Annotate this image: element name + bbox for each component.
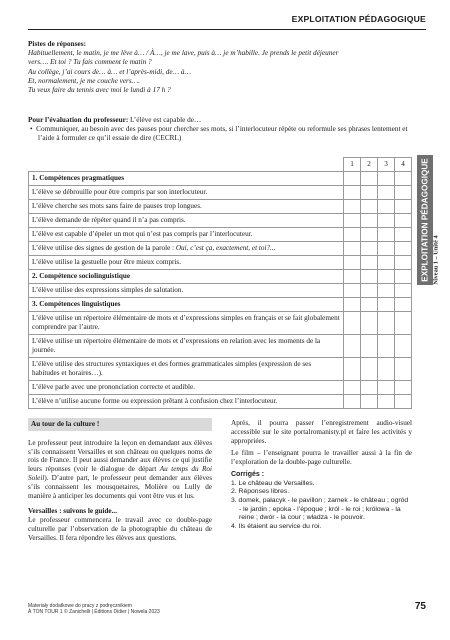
rating-cell[interactable] (344, 395, 361, 409)
criterion-text: L’élève utilise la gestuelle pour être mieux compris. (29, 256, 344, 270)
table-row (29, 312, 412, 335)
scale-header-cell: 4 (395, 158, 412, 172)
rating-cell[interactable] (378, 312, 395, 335)
rating-cell[interactable] (344, 200, 361, 214)
section-heading: 3. Compétences linguistiques (29, 298, 344, 312)
table-row (29, 335, 412, 358)
table-row (29, 395, 412, 409)
rating-cell[interactable] (395, 395, 412, 409)
rating-cell[interactable] (344, 186, 361, 200)
criterion-text: L’élève est capable d’épeler un mot qui n’est pas compris par l’interlocuteur. (29, 228, 344, 242)
footer-line: À TON TOUR 1 © Zanichelli | Éditions Didier | Nowela 2023 (28, 609, 160, 616)
culture-paragraph-2: Le professeur commencera le travail avec ce double-page culturelle par l’observation de la photographie du château de Versailles. Il fera répondre les élèves aux questions. (28, 516, 212, 542)
rating-cell[interactable] (344, 312, 361, 335)
side-tab-label: EXPLOITATION PÉDAGOGIQUE (420, 158, 430, 282)
table-row (29, 256, 412, 270)
scale-header-cell: 1 (344, 158, 361, 172)
right-paragraph: Après, il pourra passer l’enregistrement audio-visuel accessible sur le site portalromanisty.pl et faire les activités y appropriées. (231, 419, 412, 445)
section-heading: 2. Compétence sociolinguistique (29, 270, 344, 284)
rating-cell[interactable] (344, 214, 361, 228)
rating-cell[interactable] (361, 284, 378, 298)
rating-cell[interactable] (361, 186, 378, 200)
corrige-item: 1. Le château de Versailles. (231, 479, 315, 487)
rating-cell[interactable] (395, 200, 412, 214)
table-row (29, 200, 412, 214)
rating-cell[interactable] (378, 284, 395, 298)
evaluation-bullet: • Communiquer, au besoin avec des pauses pour chercher ses mots, si l’interlocuteur répète ou reformule ses phrases lentement et l’aide à formuler ce qu’il essaie de dire (CECRL) (30, 125, 408, 143)
unit-label: Niveau 1 – Unité 4 (432, 235, 440, 285)
rating-cell[interactable] (361, 214, 378, 228)
rating-cell[interactable] (361, 395, 378, 409)
criterion-text: L’élève utilise un répertoire élémentaire de mots et d’expressions en relation avec les moments de la journée. (29, 335, 344, 358)
pistes-line: vers…. Et toi ? Tu fais comment le matin ? (28, 58, 152, 67)
rating-cell[interactable] (378, 358, 395, 381)
pistes-section (28, 40, 412, 95)
right-column (231, 419, 412, 531)
rating-cell[interactable] (344, 270, 361, 284)
criterion-text: L’élève demande de répéter quand il n’a pas compris. (29, 214, 344, 228)
rating-cell[interactable] (395, 214, 412, 228)
culture-column (28, 418, 212, 550)
criterion-text: L’élève utilise un répertoire élémentaire de mots et d’expressions simples en français et se fait globalement comprendre par l’autre. (29, 312, 344, 335)
rating-cell[interactable] (395, 312, 412, 335)
rating-cell[interactable] (361, 381, 378, 395)
culture-paragraph: Le professeur peut introduire la leçon en demandant aux élèves s’ils connaissent Versailles et son château ou quelques noms de rois de France. Il peut aussi demander aux élèves ce qui justifie leurs réponses (voir le dialogue de départ Au temps du Roi Soleil). D’autre part, le professeur peut demander aux élèves s’ils connaissent les mousquetaires, Molière ou Lully de manière à anticiper les documents qui vont être vus et lus. (28, 438, 212, 500)
culture-subtitle: Versailles : suivons le guide... (28, 507, 117, 516)
table-section-row (29, 270, 412, 284)
rating-cell[interactable] (378, 228, 395, 242)
rating-cell[interactable] (378, 242, 395, 256)
rating-cell[interactable] (378, 395, 395, 409)
table-row (29, 214, 412, 228)
table-section-row (29, 172, 412, 186)
rating-cell[interactable] (395, 186, 412, 200)
rating-cell[interactable] (344, 256, 361, 270)
rating-cell[interactable] (378, 200, 395, 214)
rating-cell[interactable] (395, 335, 412, 358)
evaluation-bullets (28, 125, 412, 143)
table-row (29, 228, 412, 242)
scale-header-cell: 3 (378, 158, 395, 172)
rating-cell[interactable] (378, 256, 395, 270)
rating-cell[interactable] (361, 358, 378, 381)
footer (28, 603, 160, 615)
rating-cell[interactable] (395, 284, 412, 298)
table-row (29, 284, 412, 298)
running-header: EXPLOITATION PÉDAGOGIQUE (291, 14, 426, 24)
culture-title: Au tour de la culture ! (28, 418, 212, 431)
evaluation-intro-bold: Pour l’évaluation du professeur: (28, 116, 129, 124)
rating-cell[interactable] (344, 298, 361, 312)
rating-cell[interactable] (344, 228, 361, 242)
criterion-text: L’élève cherche ses mots sans faire de pauses trop longues. (29, 200, 344, 214)
rating-cell[interactable] (361, 335, 378, 358)
rating-cell[interactable] (361, 242, 378, 256)
rating-cell[interactable] (395, 228, 412, 242)
rating-cell[interactable] (361, 312, 378, 335)
rating-cell[interactable] (395, 172, 412, 186)
criterion-text: L’élève utilise des signes de gestion de la parole : Oui, c’est ça, exactement, et toi?... (29, 242, 344, 256)
corriges-list (231, 480, 412, 532)
corrige-item: 4. Ils étaient au service du roi. (231, 522, 322, 530)
table-row (29, 186, 412, 200)
rating-cell[interactable] (344, 242, 361, 256)
rating-cell[interactable] (378, 381, 395, 395)
rating-cell[interactable] (361, 256, 378, 270)
rating-cell[interactable] (395, 242, 412, 256)
pistes-title: Pistes de réponses: (28, 40, 86, 48)
criterion-text: L’élève n’utilise aucune forme ou expression prêtant à confusion chez l’interlocuteur. (29, 395, 344, 409)
rating-cell[interactable] (344, 381, 361, 395)
corrige-item: 2. Réponses libres. (231, 488, 290, 496)
corriges-title: Corrigés : (231, 470, 265, 478)
rating-cell[interactable] (344, 358, 361, 381)
evaluation-table (28, 157, 412, 409)
rating-cell[interactable] (361, 298, 378, 312)
scale-header-cell: 2 (361, 158, 378, 172)
rating-cell[interactable] (378, 172, 395, 186)
table-row (29, 358, 412, 381)
evaluation-section (28, 116, 412, 144)
criterion-text: L’élève parle avec une prononciation correcte et audible. (29, 381, 344, 395)
rating-cell[interactable] (395, 298, 412, 312)
rating-cell[interactable] (361, 270, 378, 284)
rating-cell[interactable] (344, 335, 361, 358)
rating-cell[interactable] (344, 172, 361, 186)
rating-cell[interactable] (378, 186, 395, 200)
rating-cell[interactable] (378, 214, 395, 228)
table-row (29, 381, 412, 395)
pistes-line: Au collège, j’ai cours de… à… et l’après-midi, de… à… (28, 67, 191, 76)
right-paragraph-2: Le film – l’enseignant pourra le travailler aussi à la fin de l’exploration de la double-page culturelle. (231, 449, 412, 467)
rating-cell[interactable] (395, 358, 412, 381)
table-header-row (29, 158, 412, 172)
header-rule (28, 29, 426, 30)
table-header-spacer (29, 158, 344, 172)
criterion-text: L’élève utilise des structures syntaxiques et des formes grammaticales simples (expression de ses habitudes et horaires…). (29, 358, 344, 381)
pistes-line: Tu veux faire du tennis avec moi le lundi à 17 h ? (28, 86, 171, 95)
rating-cell[interactable] (378, 270, 395, 284)
rating-cell[interactable] (361, 172, 378, 186)
rating-cell[interactable] (395, 256, 412, 270)
rating-cell[interactable] (361, 200, 378, 214)
pistes-line: Et, normalement, je me couche vers…. (28, 76, 140, 85)
rating-cell[interactable] (361, 228, 378, 242)
section-heading: 1. Compétences pragmatiques (29, 172, 344, 186)
table-row (29, 242, 412, 256)
criterion-text: L’élève se débrouille pour être compris par son interlocuteur. (29, 186, 344, 200)
rating-cell[interactable] (395, 381, 412, 395)
rating-cell[interactable] (395, 270, 412, 284)
evaluation-intro-rest: L’élève est capable de… (128, 116, 202, 124)
criterion-text: L’élève utilise des expressions simples de salutation. (29, 284, 344, 298)
rating-cell[interactable] (344, 284, 361, 298)
table-section-row (29, 298, 412, 312)
rating-cell[interactable] (378, 335, 395, 358)
page-number: 75 (414, 601, 426, 612)
pistes-line: Habituellement, le matin, je me lève à… / À…, je me lave, puis à… je m’habille. Je prends le petit déjeuner (28, 49, 339, 58)
footer-line: Materiały dodatkowe do pracy z podręcznikiem (28, 603, 132, 609)
rating-cell[interactable] (378, 298, 395, 312)
evaluation-intro (28, 116, 412, 125)
corrige-item: 3. domek, pałacyk - le pavillon ; zamek - le château ; ogród - le jardin ; epoka - l’époque ; król - le roi ; królowa - la reine ; dwór - la cour ; władza - le pouvoir. (231, 496, 409, 522)
